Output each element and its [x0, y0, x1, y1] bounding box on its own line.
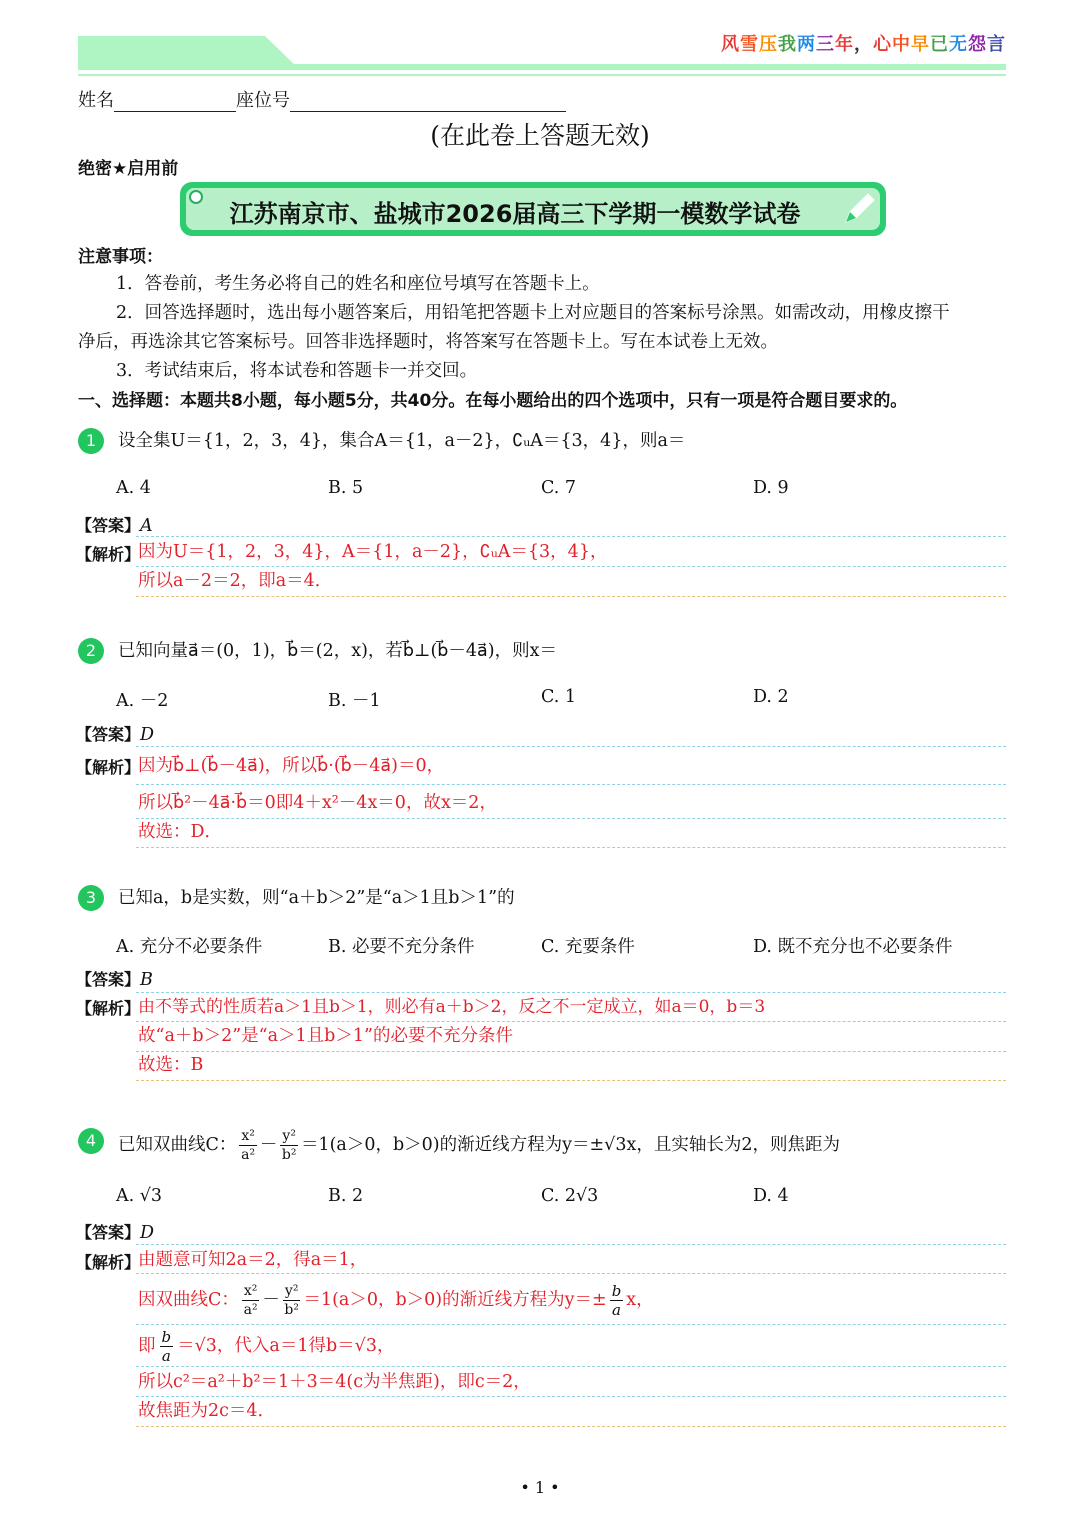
answer-value: D	[140, 1223, 155, 1243]
fraction-y2-b2	[280, 1127, 298, 1164]
rule	[136, 818, 1006, 819]
notice-heading: 注意事项：	[78, 247, 163, 267]
option-a: A. 充分不必要条件	[116, 937, 263, 957]
slogan-char: 三	[816, 34, 835, 55]
question-stem: 已知向量a⃗＝(0，1)，b⃗＝(2，x)，若b⃗⊥(b⃗－4a⃗)，则x＝	[118, 641, 557, 661]
option-c: C. 1	[541, 687, 577, 707]
notice-item-2a: 2．回答选择题时，选出每小题答案后，用铅笔把答题卡上对应题目的答案标号涂黑。如需改动，用橡皮擦干	[116, 303, 950, 323]
analysis-tag: 【解析】	[76, 1253, 141, 1272]
notice-item-1: 1．答卷前，考生务必将自己的姓名和座位号填写在答题卡上。	[116, 274, 600, 294]
analysis-text: 即	[138, 1336, 156, 1356]
exam-title: 江苏南京市、盐城市2026届高三下学期一模数学试卷	[229, 200, 801, 228]
fraction-denominator: a²	[241, 1147, 256, 1163]
stem-text: 已知双曲线C：	[118, 1135, 237, 1155]
seat-blank	[290, 91, 566, 112]
header-rule	[78, 64, 1006, 70]
slogan-char: 压	[759, 34, 778, 55]
option-a: A. －2	[116, 691, 169, 711]
option-d: D. 2	[753, 687, 789, 707]
notice-item-3: 3．考试结束后，将本试卷和答题卡一并交回。	[116, 361, 478, 381]
page-number: • 1 •	[520, 1478, 560, 1497]
answer-line	[76, 966, 153, 995]
slogan-char: 年	[835, 34, 854, 55]
minus-sign: －	[262, 1290, 280, 1310]
slogan-char: 无	[949, 34, 968, 55]
slogan-char: 我	[778, 34, 797, 55]
answer-value: D	[140, 725, 155, 745]
fraction-denominator: a	[161, 1347, 171, 1365]
rule	[136, 1244, 1006, 1245]
slogan-char: 已	[930, 34, 949, 55]
analysis-line: 故选：D．	[138, 822, 223, 842]
question-number-badge: 3	[78, 885, 104, 911]
minus-sign: －	[259, 1135, 278, 1155]
rule	[136, 847, 1006, 848]
name-label: 姓名	[78, 90, 114, 111]
answer-tag: 【答案】	[76, 970, 141, 989]
rule	[136, 746, 1006, 747]
option-b: B. 2	[328, 1186, 364, 1206]
question-number-badge: 4	[78, 1128, 104, 1154]
seat-label: 座位号	[236, 90, 290, 111]
analysis-line: 故焦距为2c＝4．	[138, 1401, 276, 1421]
slogan-char: 雪	[740, 34, 759, 55]
analysis-line: 故“a＋b＞2”是“a＞1且b＞1”的必要不充分条件	[138, 1026, 513, 1046]
option-b: B. 必要不充分条件	[328, 937, 475, 957]
analysis-text: 因双曲线C：	[138, 1290, 239, 1310]
analysis-line	[138, 1328, 394, 1365]
option-d: D. 既不充分也不必要条件	[753, 937, 953, 957]
fraction-denominator: b²	[281, 1147, 297, 1163]
option-b: B. 5	[328, 478, 364, 498]
analysis-line: 故选：B	[138, 1055, 204, 1075]
slogan-char: 中	[892, 34, 911, 55]
rule	[136, 1366, 1006, 1367]
question-number-badge: 2	[78, 638, 104, 664]
fraction-denominator: a	[612, 1301, 621, 1319]
answer-tag: 【答案】	[76, 516, 141, 535]
slogan-char: 心	[873, 34, 892, 55]
analysis-line: 所以b⃗²－4a⃗·b⃗＝0即4＋x²－4x＝0，故x＝2，	[138, 793, 497, 813]
question-stem: 设全集U＝{1，2，3，4}，集合A＝{1，a－2}，∁ᵤA＝{3，4}，则a＝	[118, 431, 686, 451]
fraction-b-a	[160, 1328, 174, 1365]
invalid-note: (在此卷上答题无效)	[430, 121, 650, 150]
name-blank	[114, 91, 236, 112]
question-stem	[118, 1127, 840, 1164]
fraction-numerator: b	[161, 1328, 172, 1346]
option-a: A. 4	[116, 478, 151, 498]
option-a: A. √3	[116, 1186, 163, 1206]
fraction-numerator: x²	[243, 1283, 258, 1299]
fraction-numerator: b	[611, 1282, 622, 1300]
analysis-line	[138, 1282, 654, 1319]
analysis-text: ＝1(a＞0，b＞0)的渐近线方程为y＝±	[303, 1290, 607, 1310]
answer-value: A	[140, 516, 153, 536]
rule	[136, 1051, 1006, 1052]
analysis-line: 所以c²＝a²＋b²＝1＋3＝4(c为半焦距)，即c＝2，	[138, 1372, 531, 1392]
rule	[136, 1324, 1006, 1325]
option-d: D. 9	[753, 478, 789, 498]
fraction-numerator: y²	[284, 1283, 299, 1299]
fraction-numerator: y²	[282, 1128, 296, 1144]
fraction-denominator: a²	[243, 1302, 258, 1318]
analysis-text: x，	[626, 1290, 654, 1310]
rule	[136, 1426, 1006, 1427]
header-slogan	[721, 30, 1006, 56]
name-seat-row	[78, 86, 566, 112]
analysis-text: ＝√3，代入a＝1得b＝√3，	[177, 1336, 395, 1356]
analysis-tag: 【解析】	[76, 999, 141, 1018]
fraction-y2-b2	[283, 1282, 301, 1319]
option-b: B. －1	[328, 691, 381, 711]
rule	[136, 784, 1006, 785]
notice-item-2b: 净后，再选涂其它答案标号。回答非选择题时，将答案写在答题卡上。写在本试卷上无效。	[78, 332, 778, 352]
analysis-line: 所以a－2＝2，即a＝4．	[138, 571, 333, 591]
option-c: C. 7	[541, 478, 577, 498]
stem-text: ＝1(a＞0，b＞0)的渐近线方程为y＝±√3x，且实轴长为2，则焦距为	[300, 1135, 840, 1155]
analysis-line: 由不等式的性质若a＞1且b＞1，则必有a＋b＞2，反之不一定成立，如a＝0，b＝3	[138, 997, 766, 1017]
analysis-line: 由题意可知2a＝2，得a＝1，	[138, 1250, 368, 1270]
slogan-char: ，	[854, 34, 873, 55]
fraction-denominator: b²	[284, 1302, 299, 1318]
secret-label: 绝密★启用前	[78, 159, 179, 179]
rule	[136, 1080, 1006, 1081]
section-heading: 一、选择题：本题共8小题，每小题5分，共40分。在每小题给出的四个选项中，只有一项是符合题目要求的。	[78, 391, 908, 411]
slogan-char: 风	[721, 34, 740, 55]
slogan-char: 言	[987, 34, 1006, 55]
analysis-line: 因为b⃗⊥(b⃗－4a⃗)，所以b⃗·(b⃗－4a⃗)＝0，	[138, 756, 445, 776]
rule	[136, 1273, 1006, 1274]
fraction-b-a	[610, 1282, 624, 1319]
answer-tag: 【答案】	[76, 1223, 141, 1242]
fraction-numerator: x²	[241, 1128, 255, 1144]
option-c: C. 2√3	[541, 1186, 599, 1206]
analysis-tag: 【解析】	[76, 545, 141, 564]
option-c: C. 充要条件	[541, 937, 635, 957]
slogan-char: 怨	[968, 34, 987, 55]
rule	[136, 596, 1006, 597]
question-stem: 已知a，b是实数，则“a＋b＞2”是“a＞1且b＞1”的	[118, 888, 515, 908]
question-number-badge: 1	[78, 428, 104, 454]
analysis-line: 因为U＝{1，2，3，4}，A＝{1，a－2}，∁ᵤA＝{3，4}，	[138, 542, 608, 562]
slogan-char: 两	[797, 34, 816, 55]
rule	[136, 536, 1006, 537]
pencil-icon	[840, 188, 880, 228]
option-d: D. 4	[753, 1186, 789, 1206]
answer-tag: 【答案】	[76, 725, 141, 744]
fraction-x2-a2	[242, 1282, 260, 1319]
slogan-char: 早	[911, 34, 930, 55]
header-rule-thin	[78, 74, 1006, 76]
answer-value: B	[140, 970, 153, 990]
analysis-tag: 【解析】	[76, 758, 141, 777]
fraction-x2-a2	[239, 1127, 257, 1164]
